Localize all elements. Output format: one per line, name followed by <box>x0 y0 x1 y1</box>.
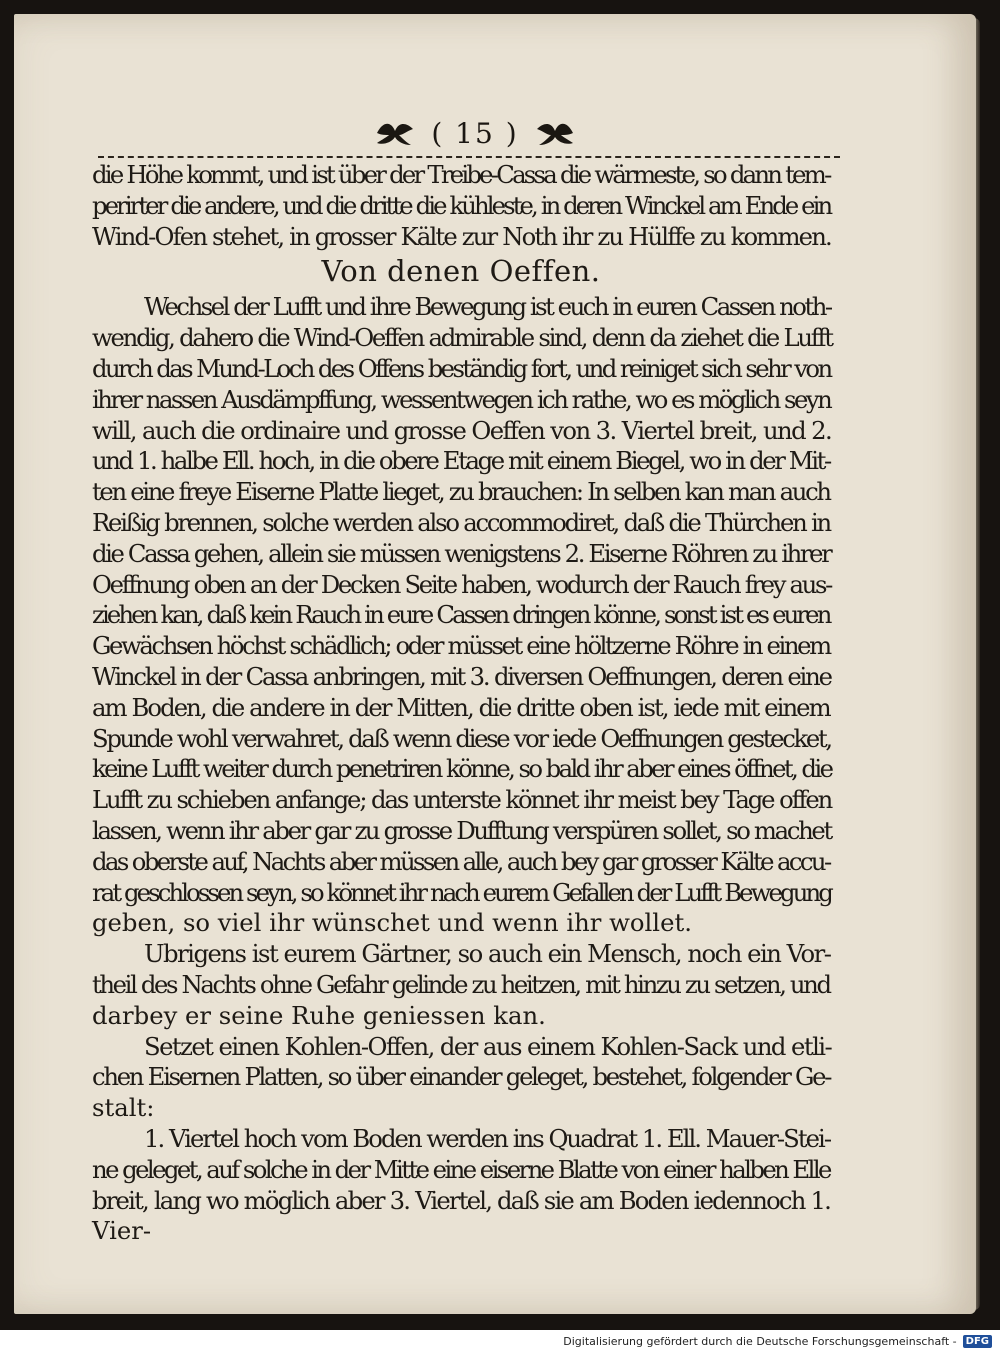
text-line: chen Eisernen Platten, so über einander geleget, bestehet, folgender Ge- <box>92 1062 831 1092</box>
text-line: die Höhe kommt, und ist über der Treibe-Cassa die wärmeste, so dann tem- <box>92 160 830 189</box>
text-line: und 1. halbe Ell. hoch, in die obere Etage mit einem Biegel, wo in der Mit- <box>92 446 830 476</box>
text-line: Wechsel der Lufft und ihre Bewegung ist euch in euren Cassen noth- <box>144 292 831 322</box>
text-line: Reißig brennen, solche werden also accommodiret, daß die Thürchen in <box>92 507 830 537</box>
text-line: darbey er seine Ruhe geniessen kan. <box>92 1000 546 1030</box>
text-line: keine Lufft weiter durch penetriren könne, so bald ihr aber eines öffnet, die <box>92 754 832 784</box>
text-line: will, auch die ordinaire und grosse Oeffen von 3. Viertel breit, und 2. <box>92 415 832 445</box>
text-line: die Cassa gehen, allein sie müssen wenigstens 2. Eiserne Röhren zu ihrer <box>92 538 831 568</box>
page-header <box>330 110 620 156</box>
text-line: rat geschlossen seyn, so könnet ihr nach eurem Gefallen der Lufft Bewegung <box>92 877 831 907</box>
text-line: Setzet einen Kohlen-Offen, der aus einem Kohlen-Sack und etli- <box>144 1031 832 1061</box>
paragraph-4 <box>92 1032 830 1124</box>
page-text <box>92 160 830 1247</box>
text-line: am Boden, die andere in der Mitten, die dritte oben ist, iede mit einem <box>92 692 830 722</box>
text-line: Oeffnung oben an der Decken Seite haben, wodurch der Rauch frey aus- <box>92 569 832 599</box>
text-line: theil des Nachts ohne Gefahr gelinde zu heitzen, mit hinzu zu setzen, und <box>92 969 830 999</box>
right-fleuron-icon <box>533 117 577 149</box>
catchword: Vier- <box>92 1216 152 1246</box>
paragraph-2 <box>92 292 830 939</box>
text-line: Spunde wohl verwahret, daß wenn diese vor iede Oeffnungen gestecket, <box>92 723 831 753</box>
left-fleuron-icon <box>373 117 417 149</box>
text-line: ziehen kan, daß kein Rauch in eure Cassen dringen könne, sonst ist es euren <box>92 600 830 630</box>
text-line: ne geleget, auf solche in der Mitte eine eiserne Blatte von einer halben Elle <box>92 1154 830 1184</box>
text-line: ihrer nassen Ausdämpffung, wessentwegen ich rathe, wo es möglich seyn <box>92 384 831 414</box>
text-line: geben, so viel ihr wünschet und wenn ihr wollet. <box>92 908 692 938</box>
text-line: lassen, wenn ihr aber gar zu grosse Dufftung verspüren sollet, so machet <box>92 815 831 845</box>
text-line: durch das Mund-Loch des Offens beständig fort, und reiniget sich sehr von <box>92 353 831 383</box>
text-line: Gewächsen höchst schädlich; oder müsset eine höltzerne Röhre in einem <box>92 631 830 661</box>
text-line: Wind-Ofen stehet, in grosser Kälte zur Noth ihr zu Hülffe zu kommen. <box>92 221 831 251</box>
text-line: Ubrigens ist eurem Gärtner, so auch ein Mensch, noch ein Vor- <box>144 939 831 969</box>
text-line: perirter die andere, und die dritte die kühleste, in deren Winckel am Ende ein <box>92 190 831 220</box>
page-number: ( 15 ) <box>431 116 519 150</box>
text-line: wendig, dahero die Wind-Oeffen admirable sind, denn da ziehet die Lufft <box>92 323 832 353</box>
text-line: Winckel in der Cassa anbringen, mit 3. diversen Oeffnungen, deren eine <box>92 661 831 691</box>
paragraph-1 <box>92 160 830 252</box>
text-line: breit, lang wo möglich aber 3. Viertel, daß sie am Boden iedennoch 1. <box>92 1185 831 1215</box>
paragraph-3 <box>92 939 830 1031</box>
funding-credit: Digitalisierung gefördert durch die Deutsche Forschungsgemeinschaft - <box>563 1335 957 1348</box>
digitization-footer <box>0 1330 1000 1353</box>
text-line: Lufft zu schieben anfange; das unterste könnet ihr meist bey Tage offen <box>92 785 832 815</box>
text-line: stalt: <box>92 1093 155 1123</box>
paragraph-5 <box>92 1124 830 1247</box>
text-line: das oberste auf, Nachts aber müssen alle, auch bey gar grosser Kälte accu- <box>92 846 830 876</box>
text-line: 1. Viertel hoch vom Boden werden ins Quadrat 1. Ell. Mauer-Stei- <box>144 1123 831 1153</box>
section-heading: Von denen Oeffen. <box>321 254 601 289</box>
dfg-logo: DFG <box>963 1335 992 1348</box>
text-line: ten eine freye Eiserne Platte lieget, zu brauchen: In selben kan man auch <box>92 477 830 507</box>
